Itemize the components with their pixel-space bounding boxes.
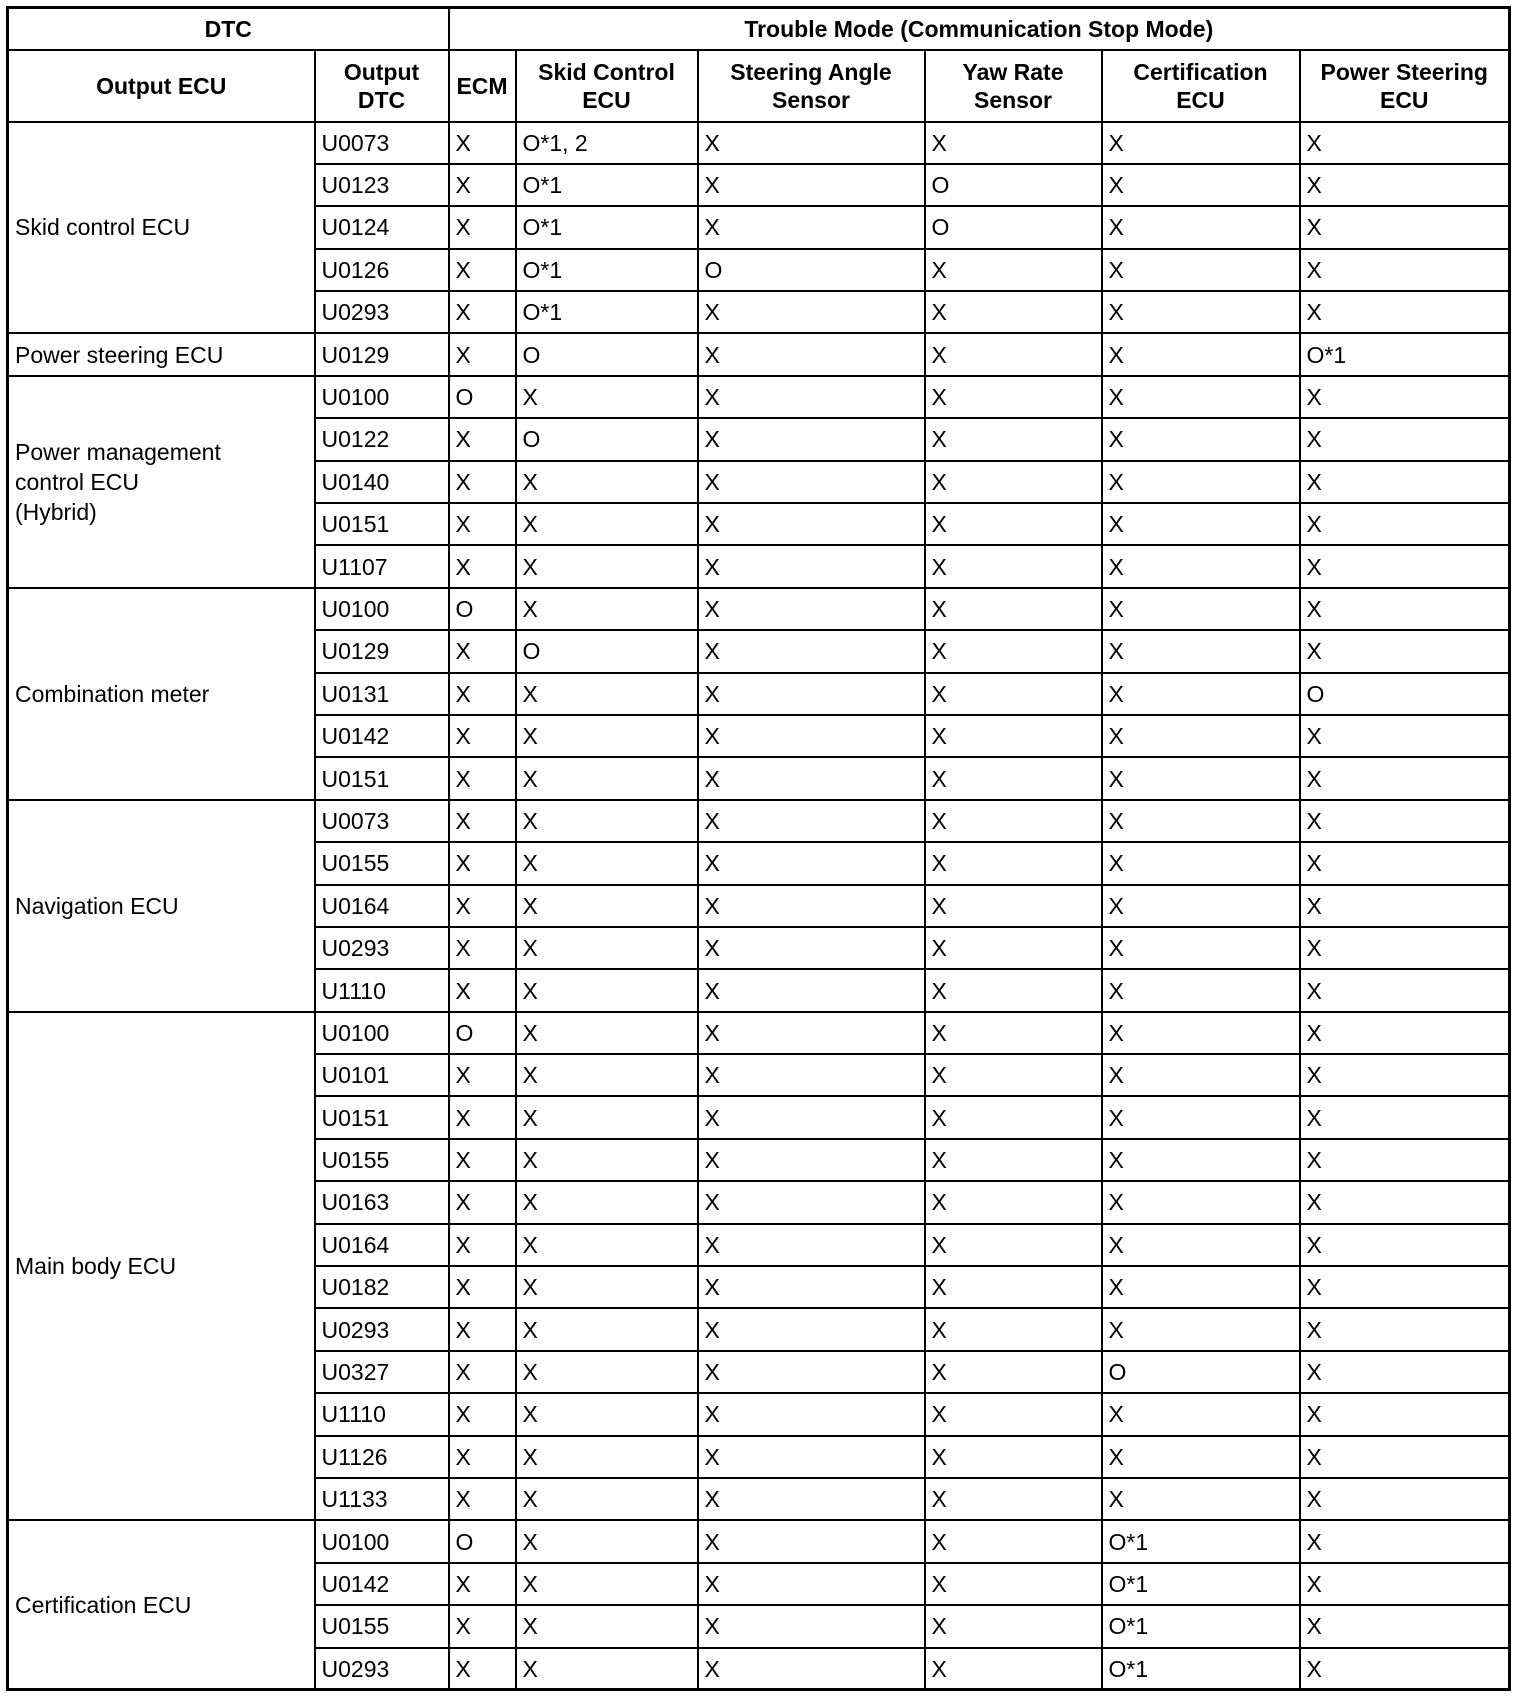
output-dtc-cell: U0293 bbox=[315, 291, 449, 333]
ecm-mode-cell: X bbox=[449, 503, 516, 545]
ecm-mode-cell: X bbox=[449, 1393, 516, 1435]
skid-control-ecu-mode-cell: X bbox=[516, 1224, 698, 1266]
output-dtc-cell: U0131 bbox=[315, 673, 449, 715]
certification-ecu-mode-cell: X bbox=[1102, 164, 1300, 206]
power-steering-ecu-mode-cell: X bbox=[1300, 1224, 1510, 1266]
yaw-rate-sensor-mode-cell: X bbox=[925, 1393, 1102, 1435]
certification-ecu-mode-cell: X bbox=[1102, 545, 1300, 587]
certification-ecu-mode-cell: X bbox=[1102, 1096, 1300, 1138]
skid-control-ecu-mode-cell: X bbox=[516, 715, 698, 757]
power-steering-ecu-mode-cell: X bbox=[1300, 1351, 1510, 1393]
skid-control-ecu-mode-cell: X bbox=[516, 503, 698, 545]
ecm-mode-cell: X bbox=[449, 1436, 516, 1478]
yaw-rate-sensor-mode-cell: X bbox=[925, 1096, 1102, 1138]
output-dtc-cell: U0327 bbox=[315, 1351, 449, 1393]
ecm-mode-cell: X bbox=[449, 1224, 516, 1266]
power-steering-ecu-mode-cell: X bbox=[1300, 1181, 1510, 1223]
trouble-mode-group-header: Trouble Mode (Communication Stop Mode) bbox=[449, 8, 1510, 50]
steering-angle-sensor-mode-cell: X bbox=[698, 1563, 925, 1605]
certification-ecu-mode-cell: X bbox=[1102, 1393, 1300, 1435]
skid-control-ecu-mode-cell: X bbox=[516, 461, 698, 503]
yaw-rate-sensor-mode-cell: X bbox=[925, 1648, 1102, 1690]
yaw-rate-sensor-mode-cell: X bbox=[925, 1266, 1102, 1308]
skid-control-ecu-mode-cell: X bbox=[516, 1054, 698, 1096]
certification-ecu-mode-cell: X bbox=[1102, 418, 1300, 460]
output-dtc-cell: U0164 bbox=[315, 1224, 449, 1266]
output-dtc-cell: U0100 bbox=[315, 588, 449, 630]
ecm-mode-cell: X bbox=[449, 291, 516, 333]
certification-ecu-mode-cell: X bbox=[1102, 1224, 1300, 1266]
steering-angle-sensor-header: Steering Angle Sensor bbox=[698, 50, 925, 122]
power-steering-ecu-mode-cell: X bbox=[1300, 1648, 1510, 1690]
power-steering-ecu-mode-cell: X bbox=[1300, 1478, 1510, 1520]
ecm-mode-cell: X bbox=[449, 206, 516, 248]
skid-control-ecu-mode-cell: X bbox=[516, 800, 698, 842]
skid-control-ecu-mode-cell: O*1 bbox=[516, 164, 698, 206]
yaw-rate-sensor-mode-cell: X bbox=[925, 376, 1102, 418]
ecm-mode-cell: O bbox=[449, 1012, 516, 1054]
skid-control-ecu-mode-cell: X bbox=[516, 1393, 698, 1435]
output-dtc-cell: U0182 bbox=[315, 1266, 449, 1308]
certification-ecu-mode-cell: X bbox=[1102, 673, 1300, 715]
skid-control-ecu-mode-cell: X bbox=[516, 757, 698, 799]
certification-ecu-mode-cell: O bbox=[1102, 1351, 1300, 1393]
ecm-mode-cell: X bbox=[449, 1096, 516, 1138]
output-dtc-cell: U0164 bbox=[315, 885, 449, 927]
ecm-mode-cell: X bbox=[449, 1563, 516, 1605]
certification-ecu-mode-cell: X bbox=[1102, 206, 1300, 248]
certification-ecu-mode-cell: X bbox=[1102, 1139, 1300, 1181]
yaw-rate-sensor-mode-cell: X bbox=[925, 715, 1102, 757]
ecm-mode-cell: X bbox=[449, 630, 516, 672]
yaw-rate-sensor-mode-cell: X bbox=[925, 1478, 1102, 1520]
power-steering-ecu-mode-cell: X bbox=[1300, 927, 1510, 969]
output-ecu-cell: Power management control ECU (Hybrid) bbox=[8, 376, 315, 588]
skid-control-ecu-mode-cell: X bbox=[516, 1012, 698, 1054]
ecm-header: ECM bbox=[449, 50, 516, 122]
certification-ecu-mode-cell: X bbox=[1102, 715, 1300, 757]
power-steering-ecu-mode-cell: X bbox=[1300, 969, 1510, 1011]
output-ecu-cell: Power steering ECU bbox=[8, 333, 315, 375]
yaw-rate-sensor-mode-cell: X bbox=[925, 333, 1102, 375]
yaw-rate-sensor-mode-cell: O bbox=[925, 206, 1102, 248]
table-row bbox=[8, 588, 1510, 630]
power-steering-ecu-mode-cell: X bbox=[1300, 715, 1510, 757]
steering-angle-sensor-mode-cell: X bbox=[698, 164, 925, 206]
ecm-mode-cell: X bbox=[449, 333, 516, 375]
skid-control-ecu-mode-cell: X bbox=[516, 927, 698, 969]
ecm-mode-cell: X bbox=[449, 1605, 516, 1647]
output-dtc-cell: U0100 bbox=[315, 1012, 449, 1054]
ecm-mode-cell: X bbox=[449, 1351, 516, 1393]
yaw-rate-sensor-mode-cell: X bbox=[925, 927, 1102, 969]
ecm-mode-cell: X bbox=[449, 800, 516, 842]
certification-ecu-mode-cell: X bbox=[1102, 842, 1300, 884]
yaw-rate-sensor-mode-cell: X bbox=[925, 1436, 1102, 1478]
steering-angle-sensor-mode-cell: X bbox=[698, 1520, 925, 1562]
steering-angle-sensor-mode-cell: X bbox=[698, 1436, 925, 1478]
skid-control-ecu-mode-cell: X bbox=[516, 969, 698, 1011]
ecm-mode-cell: X bbox=[449, 1181, 516, 1223]
output-dtc-cell: U0155 bbox=[315, 842, 449, 884]
ecm-mode-cell: X bbox=[449, 969, 516, 1011]
yaw-rate-sensor-mode-cell: X bbox=[925, 545, 1102, 587]
power-steering-ecu-mode-cell: X bbox=[1300, 1520, 1510, 1562]
yaw-rate-sensor-mode-cell: X bbox=[925, 1308, 1102, 1350]
certification-ecu-mode-cell: X bbox=[1102, 376, 1300, 418]
steering-angle-sensor-mode-cell: X bbox=[698, 1605, 925, 1647]
ecm-mode-cell: X bbox=[449, 927, 516, 969]
ecm-mode-cell: X bbox=[449, 1648, 516, 1690]
power-steering-ecu-header: Power Steering ECU bbox=[1300, 50, 1510, 122]
output-dtc-cell: U0140 bbox=[315, 461, 449, 503]
power-steering-ecu-mode-cell: X bbox=[1300, 503, 1510, 545]
power-steering-ecu-mode-cell: O bbox=[1300, 673, 1510, 715]
ecm-mode-cell: O bbox=[449, 376, 516, 418]
steering-angle-sensor-mode-cell: X bbox=[698, 588, 925, 630]
header-row-groups bbox=[8, 8, 1510, 50]
power-steering-ecu-mode-cell: X bbox=[1300, 249, 1510, 291]
skid-control-ecu-mode-cell: X bbox=[516, 545, 698, 587]
ecm-mode-cell: X bbox=[449, 418, 516, 460]
steering-angle-sensor-mode-cell: X bbox=[698, 757, 925, 799]
skid-control-ecu-mode-cell: X bbox=[516, 673, 698, 715]
skid-control-ecu-mode-cell: X bbox=[516, 1605, 698, 1647]
output-dtc-cell: U0129 bbox=[315, 333, 449, 375]
certification-ecu-mode-cell: X bbox=[1102, 630, 1300, 672]
steering-angle-sensor-mode-cell: X bbox=[698, 1012, 925, 1054]
power-steering-ecu-mode-cell: X bbox=[1300, 291, 1510, 333]
output-dtc-cell: U0073 bbox=[315, 800, 449, 842]
skid-control-ecu-mode-cell: X bbox=[516, 1096, 698, 1138]
output-dtc-cell: U1133 bbox=[315, 1478, 449, 1520]
skid-control-ecu-mode-cell: X bbox=[516, 1520, 698, 1562]
yaw-rate-sensor-mode-cell: X bbox=[925, 1181, 1102, 1223]
skid-control-ecu-mode-cell: X bbox=[516, 1478, 698, 1520]
output-dtc-cell: U0073 bbox=[315, 122, 449, 164]
skid-control-ecu-mode-cell: X bbox=[516, 1139, 698, 1181]
yaw-rate-sensor-mode-cell: X bbox=[925, 800, 1102, 842]
power-steering-ecu-mode-cell: X bbox=[1300, 1096, 1510, 1138]
yaw-rate-sensor-mode-cell: X bbox=[925, 291, 1102, 333]
steering-angle-sensor-mode-cell: X bbox=[698, 969, 925, 1011]
skid-control-ecu-mode-cell: O bbox=[516, 630, 698, 672]
steering-angle-sensor-mode-cell: X bbox=[698, 122, 925, 164]
steering-angle-sensor-mode-cell: X bbox=[698, 1181, 925, 1223]
steering-angle-sensor-mode-cell: X bbox=[698, 630, 925, 672]
power-steering-ecu-mode-cell: X bbox=[1300, 164, 1510, 206]
steering-angle-sensor-mode-cell: X bbox=[698, 418, 925, 460]
ecm-mode-cell: O bbox=[449, 1520, 516, 1562]
certification-ecu-mode-cell: X bbox=[1102, 1308, 1300, 1350]
certification-ecu-mode-cell: X bbox=[1102, 588, 1300, 630]
yaw-rate-sensor-header: Yaw Rate Sensor bbox=[925, 50, 1102, 122]
output-dtc-cell: U0151 bbox=[315, 757, 449, 799]
output-dtc-cell: U0101 bbox=[315, 1054, 449, 1096]
ecm-mode-cell: X bbox=[449, 1478, 516, 1520]
power-steering-ecu-mode-cell: X bbox=[1300, 376, 1510, 418]
ecm-mode-cell: X bbox=[449, 885, 516, 927]
skid-control-ecu-mode-cell: O bbox=[516, 333, 698, 375]
steering-angle-sensor-mode-cell: X bbox=[698, 545, 925, 587]
output-ecu-header: Output ECU bbox=[8, 50, 315, 122]
certification-ecu-mode-cell: X bbox=[1102, 122, 1300, 164]
output-dtc-cell: U0293 bbox=[315, 1308, 449, 1350]
ecm-mode-cell: X bbox=[449, 757, 516, 799]
yaw-rate-sensor-mode-cell: O bbox=[925, 164, 1102, 206]
skid-control-ecu-mode-cell: O*1, 2 bbox=[516, 122, 698, 164]
steering-angle-sensor-mode-cell: X bbox=[698, 333, 925, 375]
skid-control-ecu-mode-cell: O*1 bbox=[516, 206, 698, 248]
steering-angle-sensor-mode-cell: X bbox=[698, 800, 925, 842]
yaw-rate-sensor-mode-cell: X bbox=[925, 1054, 1102, 1096]
header-row-columns bbox=[8, 50, 1510, 122]
table-body bbox=[8, 122, 1510, 1690]
skid-control-ecu-mode-cell: X bbox=[516, 1436, 698, 1478]
table-row bbox=[8, 1520, 1510, 1562]
steering-angle-sensor-mode-cell: X bbox=[698, 715, 925, 757]
power-steering-ecu-mode-cell: X bbox=[1300, 1308, 1510, 1350]
certification-ecu-mode-cell: X bbox=[1102, 800, 1300, 842]
yaw-rate-sensor-mode-cell: X bbox=[925, 1139, 1102, 1181]
yaw-rate-sensor-mode-cell: X bbox=[925, 1520, 1102, 1562]
yaw-rate-sensor-mode-cell: X bbox=[925, 1605, 1102, 1647]
ecm-mode-cell: X bbox=[449, 545, 516, 587]
yaw-rate-sensor-mode-cell: X bbox=[925, 1351, 1102, 1393]
output-dtc-cell: U0151 bbox=[315, 1096, 449, 1138]
certification-ecu-mode-cell: X bbox=[1102, 1054, 1300, 1096]
power-steering-ecu-mode-cell: X bbox=[1300, 1012, 1510, 1054]
ecm-mode-cell: X bbox=[449, 842, 516, 884]
output-dtc-cell: U0124 bbox=[315, 206, 449, 248]
skid-control-ecu-mode-cell: X bbox=[516, 376, 698, 418]
output-dtc-cell: U0151 bbox=[315, 503, 449, 545]
output-dtc-cell: U0293 bbox=[315, 1648, 449, 1690]
steering-angle-sensor-mode-cell: X bbox=[698, 1096, 925, 1138]
certification-ecu-mode-cell: O*1 bbox=[1102, 1605, 1300, 1647]
certification-ecu-mode-cell: O*1 bbox=[1102, 1563, 1300, 1605]
steering-angle-sensor-mode-cell: O bbox=[698, 249, 925, 291]
power-steering-ecu-mode-cell: X bbox=[1300, 1054, 1510, 1096]
yaw-rate-sensor-mode-cell: X bbox=[925, 757, 1102, 799]
output-dtc-cell: U0126 bbox=[315, 249, 449, 291]
steering-angle-sensor-mode-cell: X bbox=[698, 1351, 925, 1393]
yaw-rate-sensor-mode-cell: X bbox=[925, 842, 1102, 884]
steering-angle-sensor-mode-cell: X bbox=[698, 1224, 925, 1266]
certification-ecu-mode-cell: X bbox=[1102, 291, 1300, 333]
steering-angle-sensor-mode-cell: X bbox=[698, 1139, 925, 1181]
certification-ecu-mode-cell: X bbox=[1102, 1266, 1300, 1308]
steering-angle-sensor-mode-cell: X bbox=[698, 1266, 925, 1308]
power-steering-ecu-mode-cell: X bbox=[1300, 1139, 1510, 1181]
table-row bbox=[8, 333, 1510, 375]
certification-ecu-header: Certification ECU bbox=[1102, 50, 1300, 122]
power-steering-ecu-mode-cell: X bbox=[1300, 1266, 1510, 1308]
table-row bbox=[8, 1012, 1510, 1054]
power-steering-ecu-mode-cell: X bbox=[1300, 630, 1510, 672]
output-dtc-header: Output DTC bbox=[315, 50, 449, 122]
output-ecu-cell: Skid control ECU bbox=[8, 122, 315, 334]
yaw-rate-sensor-mode-cell: X bbox=[925, 503, 1102, 545]
output-dtc-cell: U0142 bbox=[315, 715, 449, 757]
power-steering-ecu-mode-cell: X bbox=[1300, 1605, 1510, 1647]
yaw-rate-sensor-mode-cell: X bbox=[925, 418, 1102, 460]
ecm-mode-cell: X bbox=[449, 1308, 516, 1350]
certification-ecu-mode-cell: X bbox=[1102, 249, 1300, 291]
output-ecu-cell: Main body ECU bbox=[8, 1012, 315, 1521]
skid-control-ecu-mode-cell: X bbox=[516, 1563, 698, 1605]
power-steering-ecu-mode-cell: X bbox=[1300, 545, 1510, 587]
certification-ecu-mode-cell: X bbox=[1102, 1478, 1300, 1520]
ecm-mode-cell: X bbox=[449, 122, 516, 164]
output-dtc-cell: U0142 bbox=[315, 1563, 449, 1605]
certification-ecu-mode-cell: X bbox=[1102, 503, 1300, 545]
power-steering-ecu-mode-cell: X bbox=[1300, 842, 1510, 884]
output-dtc-cell: U0155 bbox=[315, 1605, 449, 1647]
power-steering-ecu-mode-cell: X bbox=[1300, 1393, 1510, 1435]
steering-angle-sensor-mode-cell: X bbox=[698, 1393, 925, 1435]
output-dtc-cell: U0129 bbox=[315, 630, 449, 672]
output-dtc-cell: U0122 bbox=[315, 418, 449, 460]
power-steering-ecu-mode-cell: X bbox=[1300, 206, 1510, 248]
output-dtc-cell: U1126 bbox=[315, 1436, 449, 1478]
ecm-mode-cell: X bbox=[449, 673, 516, 715]
skid-control-ecu-mode-cell: X bbox=[516, 885, 698, 927]
certification-ecu-mode-cell: X bbox=[1102, 1181, 1300, 1223]
certification-ecu-mode-cell: X bbox=[1102, 1012, 1300, 1054]
yaw-rate-sensor-mode-cell: X bbox=[925, 1012, 1102, 1054]
output-ecu-cell: Certification ECU bbox=[8, 1520, 315, 1690]
output-dtc-cell: U0155 bbox=[315, 1139, 449, 1181]
yaw-rate-sensor-mode-cell: X bbox=[925, 588, 1102, 630]
ecm-mode-cell: X bbox=[449, 1266, 516, 1308]
certification-ecu-mode-cell: X bbox=[1102, 1436, 1300, 1478]
ecm-mode-cell: X bbox=[449, 164, 516, 206]
certification-ecu-mode-cell: O*1 bbox=[1102, 1648, 1300, 1690]
yaw-rate-sensor-mode-cell: X bbox=[925, 122, 1102, 164]
power-steering-ecu-mode-cell: X bbox=[1300, 885, 1510, 927]
output-dtc-cell: U0100 bbox=[315, 1520, 449, 1562]
steering-angle-sensor-mode-cell: X bbox=[698, 927, 925, 969]
table-row bbox=[8, 122, 1510, 164]
output-dtc-cell: U0100 bbox=[315, 376, 449, 418]
table-row bbox=[8, 800, 1510, 842]
skid-control-ecu-header: Skid Control ECU bbox=[516, 50, 698, 122]
skid-control-ecu-mode-cell: O*1 bbox=[516, 291, 698, 333]
steering-angle-sensor-mode-cell: X bbox=[698, 885, 925, 927]
output-dtc-cell: U0293 bbox=[315, 927, 449, 969]
skid-control-ecu-mode-cell: X bbox=[516, 1266, 698, 1308]
yaw-rate-sensor-mode-cell: X bbox=[925, 969, 1102, 1011]
skid-control-ecu-mode-cell: O bbox=[516, 418, 698, 460]
yaw-rate-sensor-mode-cell: X bbox=[925, 885, 1102, 927]
skid-control-ecu-mode-cell: X bbox=[516, 1308, 698, 1350]
skid-control-ecu-mode-cell: X bbox=[516, 588, 698, 630]
ecm-mode-cell: X bbox=[449, 461, 516, 503]
dtc-trouble-mode-table bbox=[6, 6, 1511, 1691]
ecm-mode-cell: X bbox=[449, 1054, 516, 1096]
steering-angle-sensor-mode-cell: X bbox=[698, 1054, 925, 1096]
certification-ecu-mode-cell: X bbox=[1102, 757, 1300, 799]
steering-angle-sensor-mode-cell: X bbox=[698, 461, 925, 503]
power-steering-ecu-mode-cell: X bbox=[1300, 1436, 1510, 1478]
power-steering-ecu-mode-cell: X bbox=[1300, 122, 1510, 164]
certification-ecu-mode-cell: O*1 bbox=[1102, 1520, 1300, 1562]
yaw-rate-sensor-mode-cell: X bbox=[925, 249, 1102, 291]
ecm-mode-cell: X bbox=[449, 1139, 516, 1181]
table-row bbox=[8, 376, 1510, 418]
output-ecu-cell: Navigation ECU bbox=[8, 800, 315, 1012]
ecm-mode-cell: X bbox=[449, 715, 516, 757]
steering-angle-sensor-mode-cell: X bbox=[698, 291, 925, 333]
power-steering-ecu-mode-cell: O*1 bbox=[1300, 333, 1510, 375]
ecm-mode-cell: O bbox=[449, 588, 516, 630]
power-steering-ecu-mode-cell: X bbox=[1300, 757, 1510, 799]
power-steering-ecu-mode-cell: X bbox=[1300, 588, 1510, 630]
output-dtc-cell: U1107 bbox=[315, 545, 449, 587]
ecm-mode-cell: X bbox=[449, 249, 516, 291]
skid-control-ecu-mode-cell: X bbox=[516, 842, 698, 884]
steering-angle-sensor-mode-cell: X bbox=[698, 206, 925, 248]
output-dtc-cell: U1110 bbox=[315, 1393, 449, 1435]
skid-control-ecu-mode-cell: O*1 bbox=[516, 249, 698, 291]
certification-ecu-mode-cell: X bbox=[1102, 333, 1300, 375]
yaw-rate-sensor-mode-cell: X bbox=[925, 630, 1102, 672]
output-ecu-cell: Combination meter bbox=[8, 588, 315, 800]
output-dtc-cell: U0163 bbox=[315, 1181, 449, 1223]
yaw-rate-sensor-mode-cell: X bbox=[925, 1224, 1102, 1266]
skid-control-ecu-mode-cell: X bbox=[516, 1648, 698, 1690]
skid-control-ecu-mode-cell: X bbox=[516, 1351, 698, 1393]
certification-ecu-mode-cell: X bbox=[1102, 927, 1300, 969]
power-steering-ecu-mode-cell: X bbox=[1300, 461, 1510, 503]
power-steering-ecu-mode-cell: X bbox=[1300, 418, 1510, 460]
power-steering-ecu-mode-cell: X bbox=[1300, 800, 1510, 842]
certification-ecu-mode-cell: X bbox=[1102, 885, 1300, 927]
output-dtc-cell: U0123 bbox=[315, 164, 449, 206]
skid-control-ecu-mode-cell: X bbox=[516, 1181, 698, 1223]
steering-angle-sensor-mode-cell: X bbox=[698, 1648, 925, 1690]
steering-angle-sensor-mode-cell: X bbox=[698, 673, 925, 715]
steering-angle-sensor-mode-cell: X bbox=[698, 842, 925, 884]
yaw-rate-sensor-mode-cell: X bbox=[925, 673, 1102, 715]
power-steering-ecu-mode-cell: X bbox=[1300, 1563, 1510, 1605]
certification-ecu-mode-cell: X bbox=[1102, 969, 1300, 1011]
yaw-rate-sensor-mode-cell: X bbox=[925, 461, 1102, 503]
yaw-rate-sensor-mode-cell: X bbox=[925, 1563, 1102, 1605]
certification-ecu-mode-cell: X bbox=[1102, 461, 1300, 503]
dtc-group-header: DTC bbox=[8, 8, 449, 50]
output-dtc-cell: U1110 bbox=[315, 969, 449, 1011]
steering-angle-sensor-mode-cell: X bbox=[698, 1478, 925, 1520]
steering-angle-sensor-mode-cell: X bbox=[698, 503, 925, 545]
steering-angle-sensor-mode-cell: X bbox=[698, 1308, 925, 1350]
steering-angle-sensor-mode-cell: X bbox=[698, 376, 925, 418]
